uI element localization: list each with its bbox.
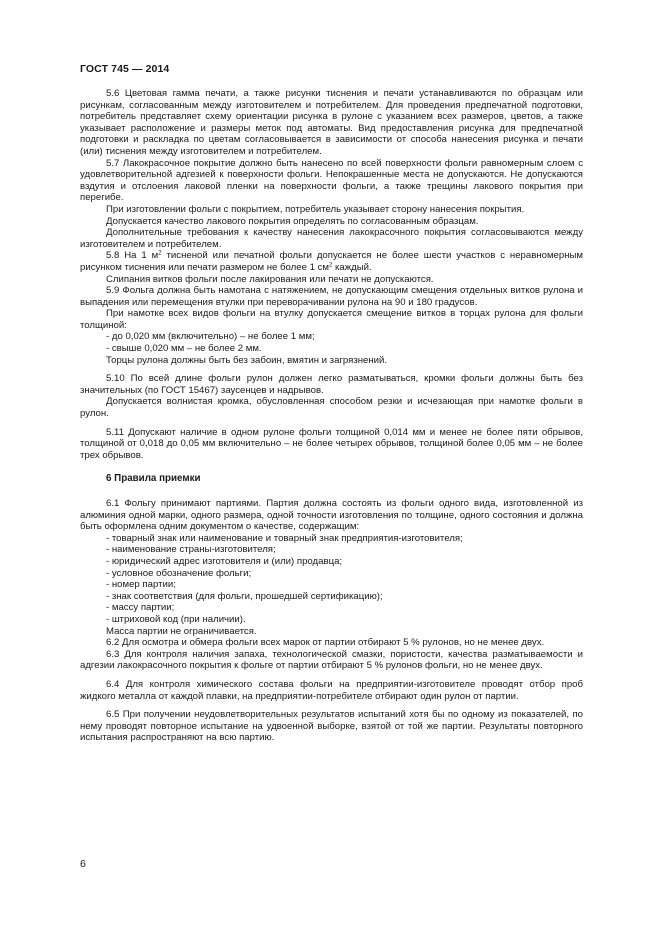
section-heading: 6 Правила приемки xyxy=(106,473,201,485)
list-item: - знак соответствия (для фольги, прошедшей сертификацию); xyxy=(106,590,383,602)
paragraph-6-1-mass: Масса партии не ограничивается. xyxy=(106,625,257,637)
paragraph-5-10-edge: Допускается волнистая кромка, обусловленная способом резки и исчезающая при намотке фольги в рулон. xyxy=(80,396,583,420)
list-item: - условное обозначение фольги; xyxy=(106,567,252,579)
paragraph-5-7: 5.7 Лакокрасочное покрытие должно быть нанесено по всей поверхности фольги равномерным слоем с удовлетворительной адгезией к поверхности фольги. Непокрашенные места не допускаются. Не допускаются вздутия и отслоения лаковой пленки на поверхности фольги, а также трещины лакового покрытия при перегибе. xyxy=(80,157,583,204)
p58-sup-2: 2 xyxy=(329,262,333,269)
paragraph-5-11: 5.11 Допускают наличие в одном рулоне фольги толщиной 0,014 мм и менее не более пяти обрывов, толщиной от 0,018 до 0,05 мм включительно – не более четырех обрывов, толщиной более 0,05 мм – не более трех обрывов. xyxy=(80,426,583,461)
list-item: - свыше 0,020 мм – не более 2 мм. xyxy=(106,343,262,355)
document-contents-list xyxy=(80,533,583,626)
paragraph-6-3: 6.3 Для контроля наличия запаха, технологической смазки, пористости, качества разматываемости и адгезии лакокрасочного покрытия к фольге от партии отбирают 5 % рулонов фольги, но не менее двух. xyxy=(80,648,583,672)
list-item: - штриховой код (при наличии). xyxy=(106,613,246,625)
paragraph-6-5: 6.5 При получении неудовлетворительных результатов испытаний хотя бы по одному из показателей, по нему проводят повторное испытание на удвоенной выборке, взятой от той же партии. Результаты повторного испытания распространяют на всю партию. xyxy=(80,709,583,744)
page-number: 6 xyxy=(80,858,86,870)
paragraph-5-7-coating-side: При изготовлении фольги с покрытием, потребитель указывает сторону нанесения покрытия. xyxy=(106,203,525,215)
list-item: - массу партии; xyxy=(106,602,175,614)
paragraph-5-9: 5.9 Фольга должна быть намотана с натяжением, не допускающим смещения отдельных витков рулона и выпадения или перемещения втулки при переворачивании рулона на 90 и 180 градусов. xyxy=(80,285,583,308)
p58-part-c: каждый. xyxy=(332,261,372,273)
paragraph-5-9-winding: При намотке всех видов фольги на втулку допускается смещение витков в торцах рулона для фольги толщиной: xyxy=(80,308,583,331)
document-body xyxy=(80,88,583,744)
list-item: - наименование страны-изготовителя; xyxy=(106,544,276,556)
paragraph-5-10: 5.10 По всей длине фольги рулон должен легко разматываться, кромки фольги должны быть без значительных (по ГОСТ 15467) заусенцев и надрывов. xyxy=(80,373,583,396)
paragraph-5-9-ends: Торцы рулона должны быть без забоин, вмятин и загрязнений. xyxy=(106,354,388,366)
p58-sup-1: 2 xyxy=(158,250,162,257)
paragraph-5-6: 5.6 Цветовая гамма печати, а также рисунки тиснения и печати устанавливаются по образцам или рисункам, согласованным между изготовителем и потребителем. Для проведения предпечатной подготовки, потребитель представляет схему ориентации рисунка в рулоне с указанием всех размеров, цветов, а также указывает расположение и размеры меток под автоматы. Вид предоставления рисунка для предпечатной подготовки и раскладка по цветам согласовывается в зависимости от способа нанесения рисунка и печати (или) тиснения между изготовителем и потребителем. xyxy=(80,88,583,157)
paragraph-6-2: 6.2 Для осмотра и обмера фольги всех марок от партии отбирают 5 % рулонов, но не менее двух. xyxy=(106,637,545,649)
paragraph-5-8-sticking: Слипания витков фольги после лакирования или печати не допускаются. xyxy=(106,273,434,285)
list-item: - юридический адрес изготовителя и (или) продавца; xyxy=(106,555,343,567)
paragraph-6-4: 6.4 Для контроля химического состава фольги на предприятии-изготовителе проводят отбор проб жидкого металла от каждой плавки, на предприятии-потребителе отбирают один рулон от партии. xyxy=(80,678,583,702)
paragraph-6-1: 6.1 Фольгу принимают партиями. Партия должна состоять из фольги одного вида, изготовленной из алюминия одной марки, одного размера, одной точности изготовления по толщине, одного состояния и должна быть оформлена одним документом о качестве, содержащим: xyxy=(80,498,583,533)
p58-part-a: 5.8 На 1 м xyxy=(106,250,159,262)
list-item: - товарный знак или наименование и товарный знак предприятия-изготовителя; xyxy=(106,532,463,544)
paragraph-5-7-samples: Допускается качество лакового покрытия определять по согласованным образцам. xyxy=(106,215,479,227)
paragraph-5-7-additional: Дополнительные требования к качеству нанесения лакокрасочного покрытия согласовываются между изготовителем и потребителем. xyxy=(80,227,583,250)
p58-part-b: тисненой или печатной фольги допускается не более шести участков с неравномерным рисунком тиснения или печати размером не более 1 см xyxy=(80,250,583,273)
list-item: - до 0,020 мм (включительно) – не более 1 мм; xyxy=(106,331,315,343)
list-item: - номер партии; xyxy=(106,579,176,591)
page-header: ГОСТ 745 — 2014 xyxy=(80,63,170,75)
paragraph-5-8 xyxy=(80,250,583,273)
